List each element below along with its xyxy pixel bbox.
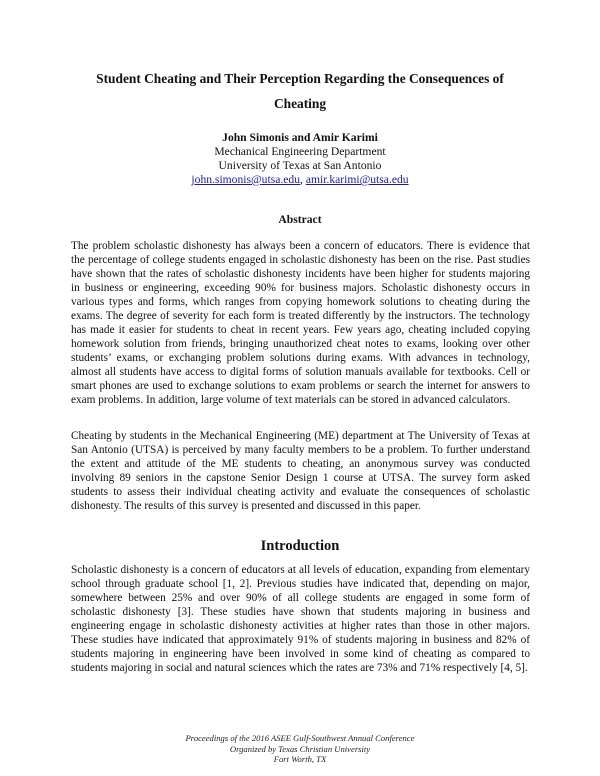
email-link-simonis[interactable]: john.simonis@utsa.edu (191, 173, 301, 186)
email-separator: , (300, 173, 306, 186)
author-names: John Simonis and Amir Karimi (222, 131, 378, 144)
conference-footer (70, 733, 530, 765)
author-university: University of Texas at San Antonio (218, 159, 382, 172)
author-emails (70, 173, 530, 187)
footer-line-3: Fort Worth, TX (273, 754, 327, 764)
abstract-paragraph-1: The problem scholastic dishonesty has always been a concern of educators. There is evidence that the percentage of college students engaged in scholastic dishonesty has been on the rise. Past studies have shown that the rates of scholastic dishonesty incidents have been higher for students majoring in business or engineering, exceeding 90% for business majors. Scholastic dishonesty occurs in various types and forms, which ranges from copying homework solutions to cheating during the exams. The degree of severity for each form is treated differently by the instructors. The technology has made it easier for students to cheat in recent years. Few years ago, cheating included copying homework solution from friends, bringing unauthorized cheat notes to exams, looking over other students’ exams, or exchanging problem solutions during exams. With advances in technology, almost all students have access to digital forms of solution manuals available for textbooks. Cell or smart phones are used to exchange solutions to exam problems or search the internet for answers to exam problems. In addition, large volume of text materials can be stored in advanced calculators. (71, 240, 530, 406)
introduction-paragraph-1: Scholastic dishonesty is a concern of educators at all levels of education, expanding from elementary school through graduate school [1, 2]. Previous studies have indicated that, depending on major, somewhere between 25% and over 90% of all college students are engaged in some form of scholastic dishonesty [3]. These studies have shown that students majoring in business and engineering engage in scholastic dishonesty activities at higher rates than those in other majors. These studies have indicated that approximately 91% of students majoring in business and 82% of students majoring in engineering have been involved in some kind of cheating as compared to students majoring in social and natural sciences which the rates are 73% and 71% respectively [4, 5]. (71, 564, 530, 674)
title-line-2: Cheating (273, 96, 327, 111)
author-block (70, 131, 530, 187)
author-department: Mechanical Engineering Department (214, 145, 386, 158)
paper-title (70, 66, 530, 116)
title-line-1: Student Cheating and Their Perception Regarding the Consequences of (96, 71, 504, 86)
email-link-karimi[interactable]: amir.karimi@utsa.edu (305, 173, 409, 186)
footer-line-2: Organized by Texas Christian University (229, 743, 371, 754)
abstract-heading: Abstract (278, 213, 322, 226)
footer-line-1: Proceedings of the 2016 ASEE Gulf-Southwest Annual Conference (185, 733, 415, 743)
introduction-heading: Introduction (260, 538, 340, 554)
abstract-paragraph-2: Cheating by students in the Mechanical Engineering (ME) department at The University of Texas at San Antonio (UTSA) is perceived by many faculty members to be a problem. To further understand the extent and attitude of the ME students to cheating, an anonymous survey was conducted involving 89 seniors in the capstone Senior Design 1 course at UTSA. The survey form asked students to assess their individual cheating activity and evaluate the consequences of scholastic dishonesty. The results of this survey is presented and discussed in this paper. (71, 430, 530, 512)
